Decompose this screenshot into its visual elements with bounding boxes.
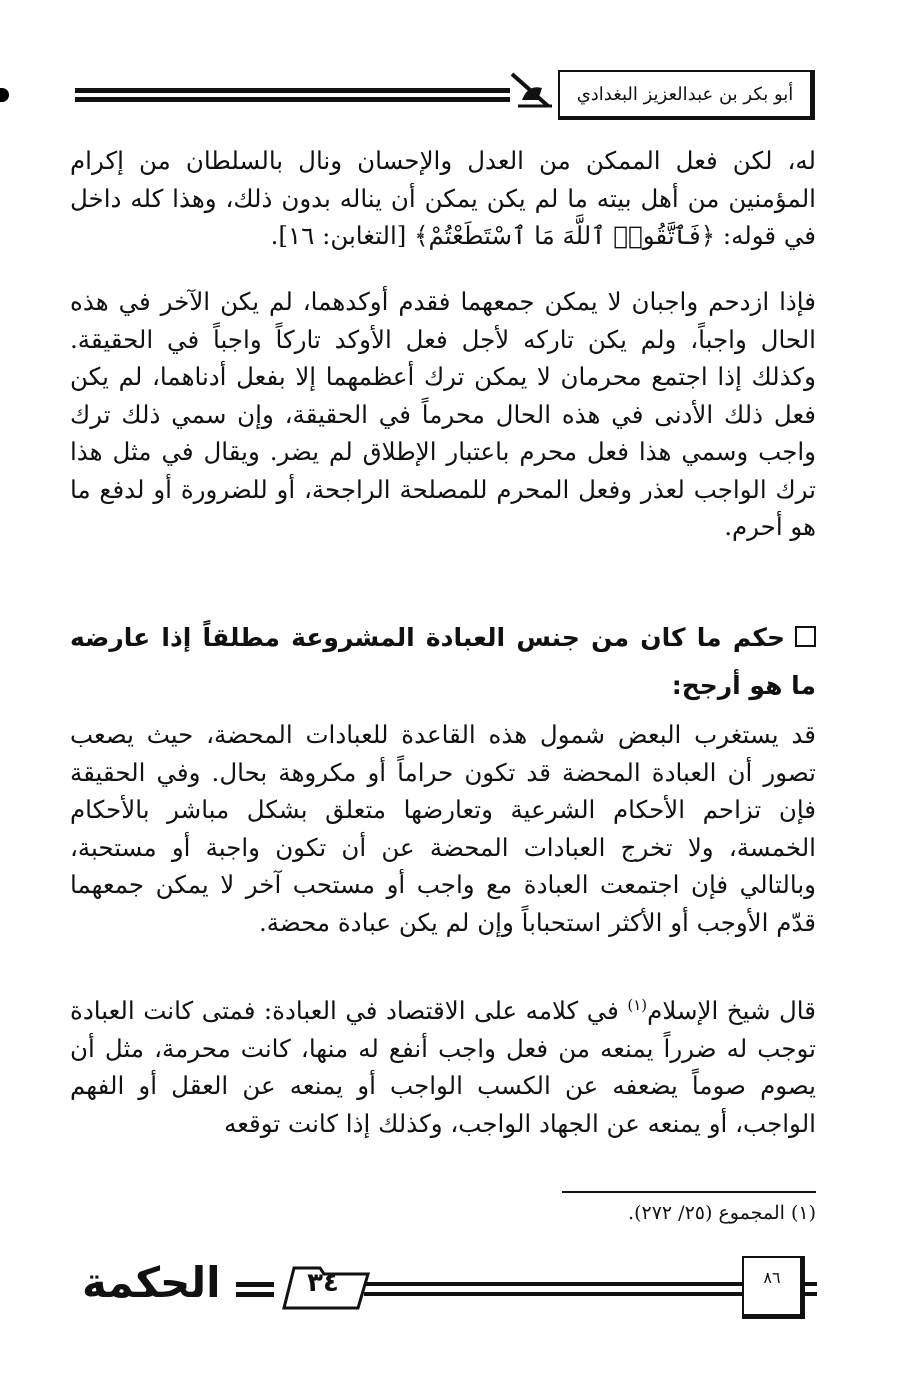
section-heading-text: حكم ما كان من جنس العبادة المشروعة مطلقاً إذا عارضه ما هو أرجح: xyxy=(70,623,816,700)
page-number-box xyxy=(742,1256,805,1319)
paragraph-2-text: فإذا ازدحم واجبان لا يمكن جمعهما فقدم أوكدهما، لم يكن الآخر في هذه الحال واجباً، ولم يكن تاركه لأجل فعل الأوكد تاركاً واجباً في الحقيقة. وكذلك إذا اجتمع محرمان لا يمكن ترك أعظمهما إلا بفعل أدناهما، لم يكن فعل ذلك الأدنى في هذه الحال محرماً في الحقيقة، وإن سمي ذلك ترك واجب وسمي هذا فعل محرم باعتبار الإطلاق لم يضر. ويقال في مثل هذا ترك الواجب لعذر وفعل المحرم للمصلحة الراجحة، أو للضرورة أو لدفع ما هو أحرم. xyxy=(70,287,816,541)
footer-double-rule-left xyxy=(236,1282,274,1300)
issue-number: ٣٤ xyxy=(307,1268,339,1298)
footer-double-rule xyxy=(364,1282,742,1300)
author-header xyxy=(558,70,815,120)
paragraph-3-text: قد يستغرب البعض شمول هذه القاعدة للعبادات المحضة، حيث يصعب تصور أن العبادة المحضة قد تكون حراماً أو مكروهة بحال. وفي الحقيقة فإن تزاحم الأحكام الشرعية وتعارضها متعلق بشكل مباشر بالأحكام الخمسة، ولا تخرج العبادات المحضة عن أن تكون واجبة أو مستحبة، وبالتالي فإن اجتمعت العبادة مع واجب أو مستحب آخر لا يمكن جمعهما قدّم الأوجب أو الأكثر استحباباً وإن لم يكن عبادة محضة. xyxy=(70,720,816,937)
paragraph-4-lead: قال شيخ الإسلام xyxy=(647,996,816,1026)
paragraph-1-text: له، لكن فعل الممكن من العدل والإحسان ونال بالسلطان من إكرام المؤمنين من أهل بيته ما لم يكن يمكن أن يناله بدون ذلك، وهذا كله داخل في قوله: ﴿فَٱتَّقُوا۟ ٱللَّهَ مَا ٱسْتَطَعْتُمْ﴾ [التغابن: ١٦]. xyxy=(70,146,816,250)
paragraph-4 xyxy=(70,987,816,1142)
author-name: أبو بكر بن عبدالعزيز البغدادي xyxy=(576,83,794,105)
page-number: ٨٦ xyxy=(763,1268,781,1287)
paragraph-2 xyxy=(70,283,816,546)
quill-pen-icon xyxy=(508,70,556,112)
footnote-divider xyxy=(562,1191,816,1193)
footnote: (١) المجموع (٢٥/ ٢٧٢). xyxy=(628,1202,816,1224)
paragraph-4-text: في كلامه على الاقتصاد في العبادة: فمتى كانت العبادة توجب له ضرراً يمنعه من فعل واجب أنفع له منها، كانت محرمة، مثل أن يصوم صوماً يضعفه عن الكسب الواجب أو يمنعه عن العقل أو الفهم الواجب، أو يمنعه عن الجهاد الواجب، وكذلك إذا كانت توقعه xyxy=(70,996,816,1138)
paragraph-3 xyxy=(70,716,816,941)
footer-rule-tail xyxy=(803,1282,817,1296)
checkbox-bullet-icon xyxy=(795,626,816,647)
margin-mark xyxy=(0,88,9,102)
paragraph-1 xyxy=(70,142,816,255)
section-heading xyxy=(70,614,816,710)
magazine-logo: الحكمة xyxy=(82,1258,221,1307)
footnote-reference[interactable]: (١) xyxy=(627,996,648,1014)
header-rule xyxy=(75,88,510,106)
